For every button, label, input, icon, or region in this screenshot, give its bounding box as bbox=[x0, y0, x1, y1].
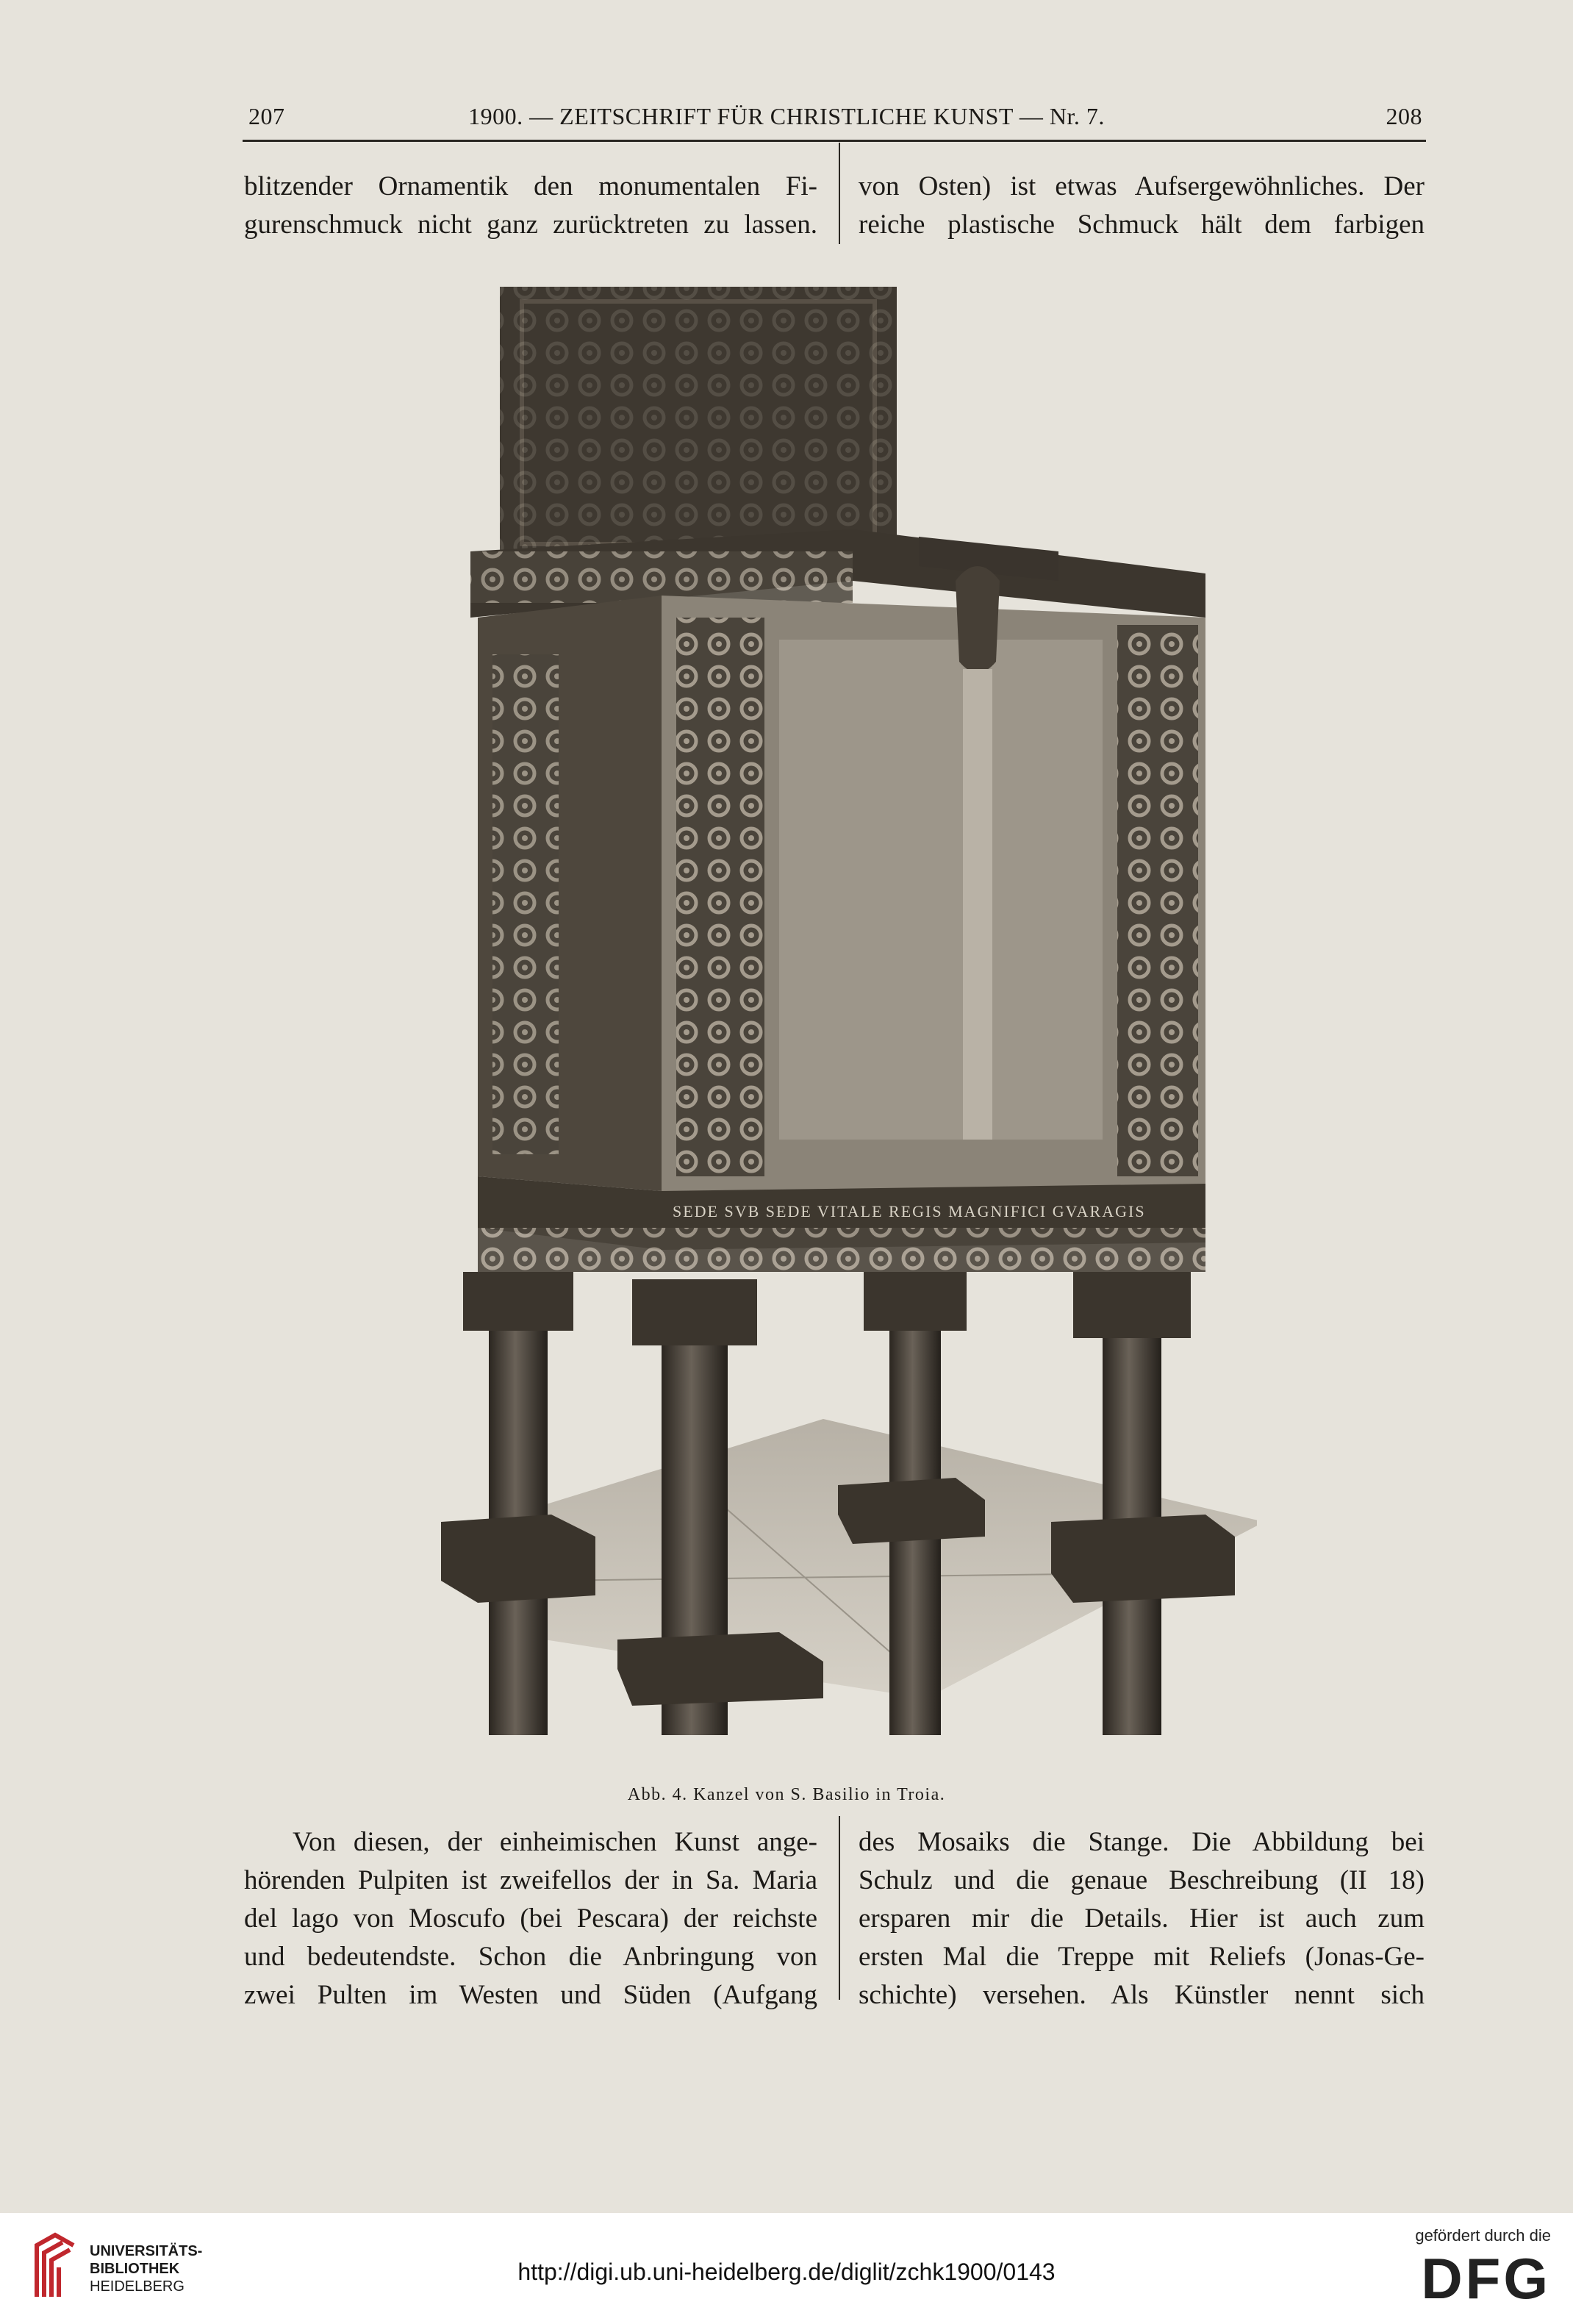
paragraph-top-right bbox=[859, 168, 1425, 244]
text-line: Von diesen, der einheimischen Kunst ange- bbox=[293, 1827, 817, 1857]
permalink-url[interactable]: http://digi.ub.uni-heidelberg.de/diglit/zchk1900/0143 bbox=[517, 2259, 1056, 2285]
paragraph-bottom-right bbox=[859, 1823, 1425, 2014]
text-line: ersparen mir die Details. Hier ist auch zum bbox=[859, 1903, 1425, 1934]
funded-by-label: gefördert durch die bbox=[1415, 2226, 1551, 2245]
text-line: von Osten) ist etwas Aufsergewöhnliches. Der bbox=[859, 171, 1425, 201]
plinth bbox=[1051, 1515, 1235, 1603]
dfg-wordmark: DFG bbox=[1421, 2246, 1551, 2311]
text-line: del lago von Moscufo (bei Pescara) der reichste bbox=[244, 1903, 817, 1934]
page-number-left: 207 bbox=[248, 103, 285, 129]
dfg-funding-logo[interactable] bbox=[1375, 2226, 1551, 2314]
colonette bbox=[963, 669, 992, 1140]
paragraph-bottom-left bbox=[244, 1823, 817, 2014]
text-line: schichte) versehen. Als Künstler nennt sich bbox=[859, 1980, 1425, 2010]
column-divider-bottom bbox=[839, 1816, 840, 2000]
inscription-text: SEDE SVB SEDE VITALE REGIS MAGNIFICI GVARAGIS bbox=[673, 1202, 1146, 1220]
text-line: des Mosaiks die Stange. Die Abbildung bei bbox=[859, 1827, 1425, 1857]
plinth bbox=[617, 1632, 823, 1706]
figure-caption: Abb. 4. Kanzel von S. Basilio in Troia. bbox=[627, 1785, 946, 1804]
library-name-line2: BIBLIOTHEK bbox=[90, 2261, 180, 2277]
text-line: gurenschmuck nicht ganz zurücktreten zu lassen. bbox=[244, 210, 817, 240]
ornamental-band-right bbox=[1117, 625, 1198, 1176]
text-line: ersten Mal die Treppe mit Reliefs (Jonas-Ge- bbox=[859, 1942, 1425, 1972]
ornamental-band-left bbox=[676, 618, 764, 1176]
header-rule bbox=[243, 140, 1426, 142]
text-line: und bedeutendste. Schon die Anbringung von bbox=[244, 1942, 817, 1972]
library-name-line3: HEIDELBERG bbox=[90, 2278, 184, 2295]
page-number-right: 208 bbox=[1386, 103, 1422, 129]
pulpit-illustration bbox=[412, 272, 1257, 1735]
viewer-footer bbox=[0, 2213, 1573, 2324]
column-divider-top bbox=[839, 143, 840, 244]
eagle-figure bbox=[956, 566, 1000, 673]
text-line: zwei Pulten im Westen und Süden (Aufgang bbox=[244, 1980, 817, 2010]
library-name-line1: UNIVERSITÄTS- bbox=[90, 2243, 203, 2259]
text-line: reiche plastische Schmuck hält dem farbigen bbox=[859, 210, 1425, 240]
text-line: hörenden Pulpiten ist zweifellos der in Sa. Maria bbox=[244, 1865, 817, 1895]
plinth bbox=[441, 1515, 595, 1603]
text-line: blitzender Ornamentik den monumentalen Fi- bbox=[244, 171, 817, 201]
paragraph-top-left bbox=[244, 168, 817, 244]
plinth bbox=[838, 1478, 985, 1544]
text-line: Schulz und die genaue Beschreibung (II 18) bbox=[859, 1865, 1425, 1895]
running-header-title: 1900. — ZEITSCHRIFT FÜR CHRISTLICHE KUNST — Nr. 7. bbox=[468, 103, 1105, 129]
